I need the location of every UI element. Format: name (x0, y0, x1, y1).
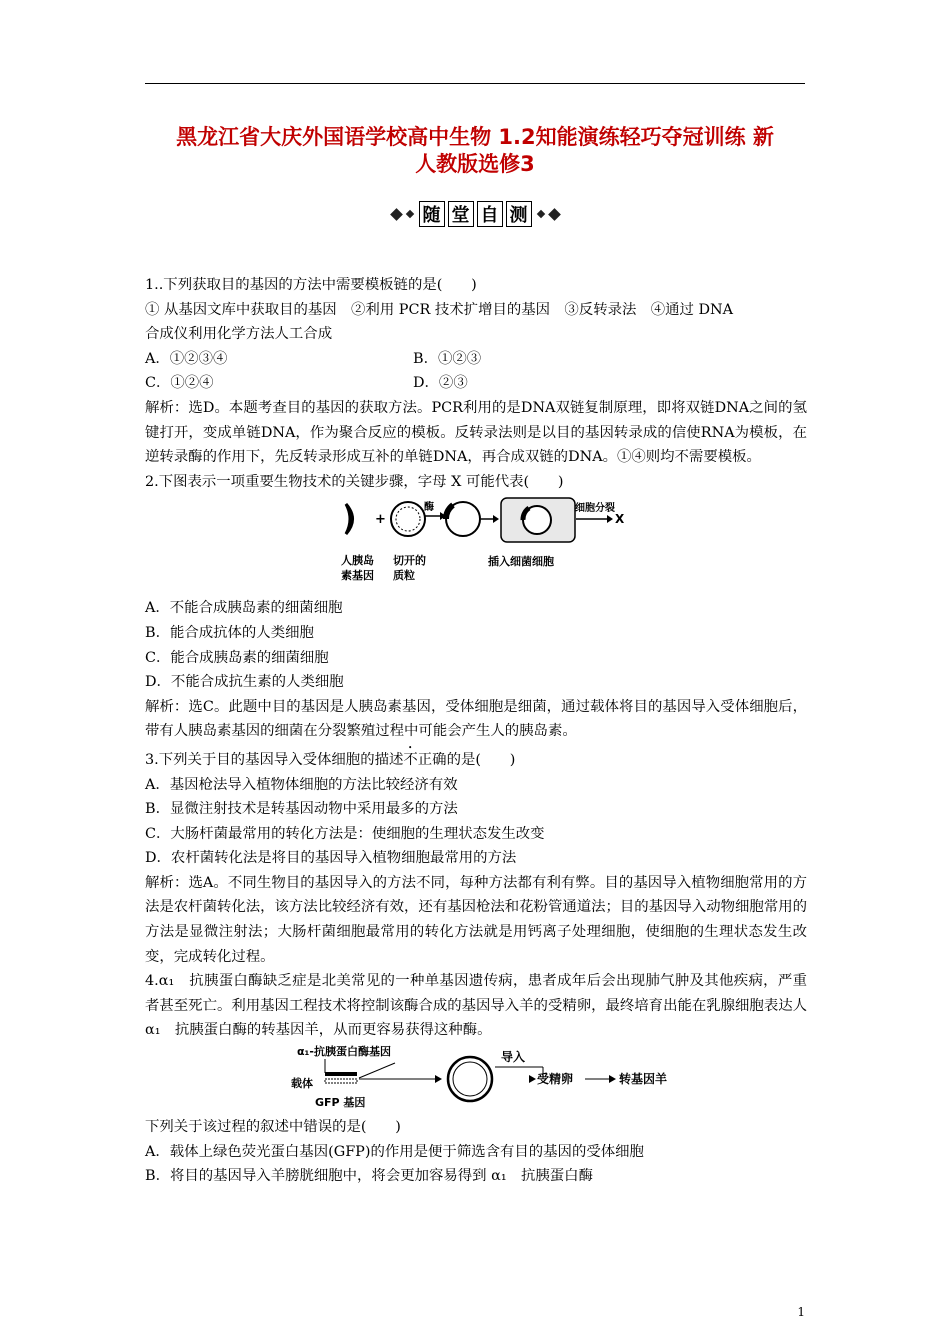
q4-option-a: A．载体上绿色荧光蛋白基因(GFP)的作用是便于筛选含有目的基因的受体细胞 (145, 1143, 644, 1160)
q2-option-c: C．能合成胰岛素的细菌细胞 (145, 649, 329, 666)
q2-analysis: 解析：选C。此题中目的基因是人胰岛素基因，受体细胞是细菌，通过载体将目的基因导入受体细胞后，带有人胰岛素基因的细菌在分裂繁殖过程中可能会产生人的胰岛素。 (145, 698, 807, 740)
q1-options-row2 (145, 371, 807, 396)
q3-option-d: D．农杆菌转化法是将目的基因导入植物细胞最常用的方法 (145, 850, 517, 867)
banner-char: 测 (506, 201, 532, 227)
sheep-label: 转基因羊 (619, 1072, 668, 1087)
division-label: 细胞分裂 (575, 503, 615, 515)
q1-options-row1 (145, 347, 807, 372)
recombinant-vector-icon (448, 1057, 492, 1101)
plus-sign: + (375, 512, 386, 528)
q2-option-a: A．不能合成胰岛素的细菌细胞 (145, 600, 343, 617)
q1-items-line1: ① 从基因文库中获取目的基因 ②利用 PCR 技术扩增目的基因 ③反转录法 ④通过 DNA (145, 301, 734, 318)
gfp-label: GFP 基因 (315, 1096, 366, 1110)
q3-stem: 3.下列关于目的基因导入受体细胞的描述不正确的是( ) (145, 751, 516, 768)
import-label: 导入 (501, 1050, 526, 1065)
q1-items-line2: 合成仪利用化学方法人工合成 (145, 326, 333, 343)
q1-analysis: 解析：选D。本题考查目的基因的获取方法。PCR利用的是DNA双链复制原理，即将双链DNA之间的氢键打开，变成单链DNA，作为聚合反应的模板。反转录法则是以目的基因转录成的信使RNA为模板，在逆转录酶的作用下，先反转录形成互补的单链DNA，再合成双链的DNA。①④则均不需要模板。 (145, 399, 807, 466)
arrow-icon (607, 515, 613, 523)
insert-label: 插入细菌细胞 (488, 555, 554, 569)
q2-option-b: B．能合成抗体的人类细胞 (145, 624, 314, 641)
arrow-icon (435, 1075, 442, 1083)
arrow-icon (609, 1075, 616, 1083)
q3-analysis: 解析：选A。不同生物目的基因导入的方法不同，每种方法都有利有弊。目的基因导入植物细胞常用的方法是农杆菌转化法，该方法比较经济有效，还有基因枪法和花粉管通道法；目的基因导入动物细胞常用的方法是显微注射法；大肠杆菌细胞最常用的转化方法就是用钙离子处理细胞，使细胞的生理状态发生改变，完成转化过程。 (145, 874, 807, 965)
title-line-1: 黑龙江省大庆外国语学校高中生物 1.2知能演练轻巧夺冠训练 新 (176, 125, 774, 149)
gene-label-1: 人胰岛 (341, 554, 374, 568)
q3-option-b: B．显微注射技术是转基因动物中采用最多的方法 (145, 801, 458, 818)
q1-option-b: B．①②③ (413, 350, 482, 367)
q4-stem: 4.α₁ 抗胰蛋白酶缺乏症是北美常见的一种单基因遗传病，患者成年后会出现肺气肿及其他疾病，严重者甚至死亡。利用基因工程技术将控制该酶合成的基因导入羊的受精卵，最终培育出能在乳腺细胞表达人 α₁ 抗胰蛋白酶的转基因羊，从而更容易获得这种酶。 (145, 973, 807, 1039)
header-rule (145, 83, 805, 84)
banner-char: 随 (419, 201, 445, 227)
diamond-icon (536, 210, 544, 218)
x-label: X (615, 512, 625, 527)
emphasis-char: 不 (403, 751, 418, 768)
banner-char: 自 (477, 201, 503, 227)
q2-diagram (145, 494, 807, 596)
vector-label: 载体 (291, 1077, 313, 1091)
document-title (145, 124, 805, 178)
document-body (145, 273, 807, 1189)
diamond-icon (390, 208, 403, 221)
gene-label: α₁-抗胰蛋白酶基因 (297, 1045, 391, 1059)
q3-option-c: C．大肠杆菌最常用的转化方法是：使细胞的生理状态发生改变 (145, 825, 545, 842)
q2-figure (145, 494, 807, 596)
plasmid-label-2: 质粒 (393, 569, 415, 583)
q4-figure (145, 1043, 807, 1115)
diamond-icon (405, 210, 413, 218)
q2-stem: 2.下图表示一项重要生物技术的关键步骤，字母 X 可能代表( ) (145, 473, 564, 490)
banner-char: 堂 (448, 201, 474, 227)
plasmid-label-1: 切开的 (393, 554, 426, 568)
arrow-icon (529, 1075, 536, 1083)
gene-label-2: 素基因 (341, 569, 374, 583)
q4-diagram (145, 1043, 807, 1115)
q1-option-a: A．①②③④ (145, 350, 228, 367)
q1-option-d: D．②③ (413, 375, 468, 392)
gene-segment-icon (325, 1072, 357, 1076)
page-number: 1 (797, 1305, 805, 1319)
q1-option-c: C．①②④ (145, 375, 214, 392)
q4-option-b: B．将目的基因导入羊膀胱细胞中，将会更加容易得到 α₁ 抗胰蛋白酶 (145, 1168, 593, 1185)
arrow-icon (493, 515, 499, 523)
diamond-icon (548, 208, 561, 221)
egg-label: 受精卵 (537, 1072, 574, 1087)
q1-stem: 1..下列获取目的基因的方法中需要模板链的是( ) (145, 277, 477, 293)
q2-option-d: D．不能合成抗生素的人类细胞 (145, 674, 344, 691)
q4-question: 下列关于该过程的叙述中错误的是( ) (145, 1119, 401, 1136)
gene-fragment-icon (346, 504, 353, 534)
section-banner (370, 198, 580, 230)
q3-option-a: A．基因枪法导入植物体细胞的方法比较经济有效 (145, 776, 458, 793)
enzyme-label: 酶 (424, 502, 434, 514)
title-line-2: 人教版选修3 (415, 152, 535, 176)
